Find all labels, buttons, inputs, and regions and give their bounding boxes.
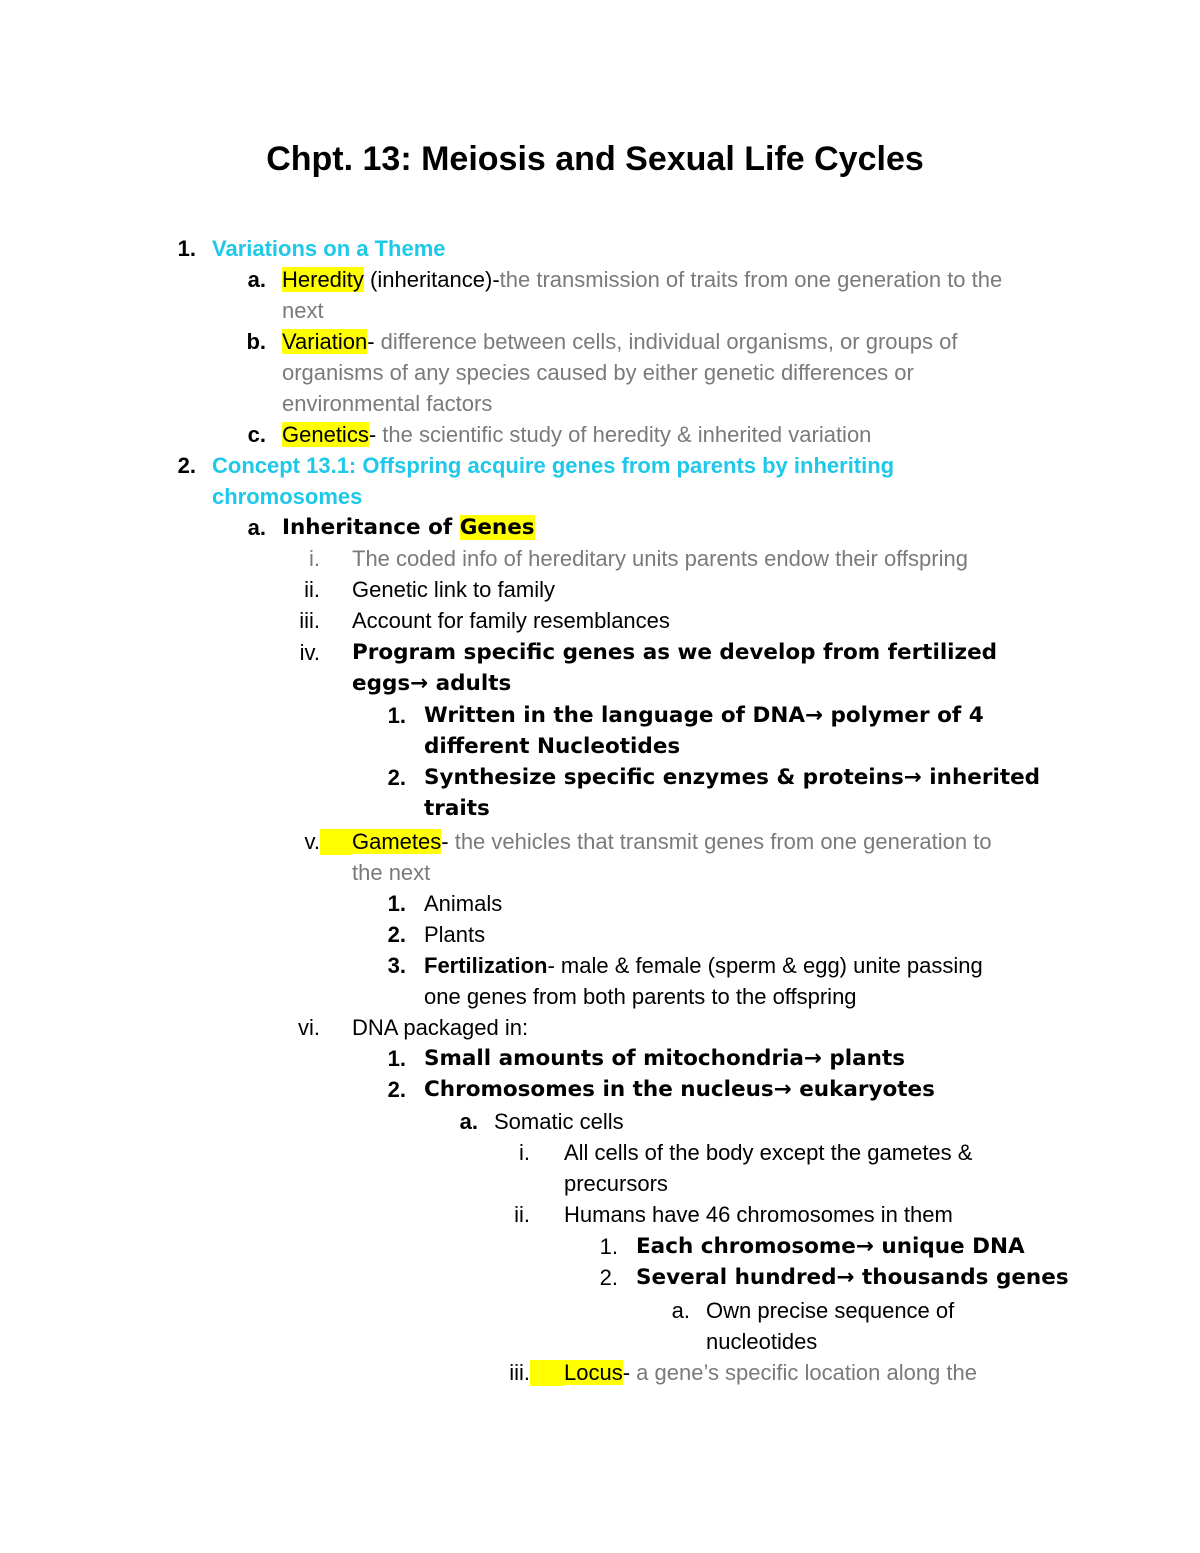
list-item-variation bbox=[0, 327, 1200, 359]
list-item-variation-cont bbox=[0, 389, 1200, 421]
definition-text: the transmission of traits from one generation to the bbox=[499, 267, 1003, 292]
item-text: Genetic link to family bbox=[352, 577, 555, 602]
item-text: Each chromosome→ unique DNA bbox=[636, 1234, 1025, 1259]
item-text: precursors bbox=[564, 1171, 668, 1196]
section-2-heading-line bbox=[0, 451, 1200, 483]
definition-text: the next bbox=[352, 860, 431, 885]
list-item-numbered-cont bbox=[0, 794, 1200, 826]
section-heading: Concept 13.1: Offspring acquire genes from parents by inheriting bbox=[212, 453, 895, 478]
item-text: Written in the language of DNA→ polymer of 4 bbox=[424, 703, 984, 728]
list-item-roman-v-cont bbox=[0, 858, 1200, 890]
item-text: traits bbox=[424, 796, 490, 821]
list-marker: 3. bbox=[387, 953, 406, 978]
highlight-gap bbox=[530, 1360, 564, 1386]
list-item-numbered-cont bbox=[0, 982, 1200, 1014]
term-locus: Locus bbox=[564, 1360, 623, 1385]
list-item-letter-cont bbox=[0, 1327, 1200, 1359]
list-item-roman-iv-cont bbox=[0, 669, 1200, 701]
list-item-roman-vi bbox=[0, 1013, 1200, 1045]
item-text: Program specific genes as we develop from fertilized bbox=[352, 640, 998, 665]
list-item-roman-ii bbox=[0, 575, 1200, 607]
list-item-numbered bbox=[0, 1044, 1200, 1076]
list-item-numbered bbox=[0, 951, 1200, 983]
item-text: Account for family resemblances bbox=[352, 608, 670, 633]
list-item-heredity bbox=[0, 265, 1200, 297]
list-marker: a. bbox=[459, 1109, 478, 1134]
list-marker: a. bbox=[247, 267, 266, 292]
list-marker: 2. bbox=[599, 1265, 618, 1290]
definition-text: one genes from both parents to the offspring bbox=[424, 984, 857, 1009]
list-item-numbered bbox=[0, 1263, 1200, 1295]
list-marker: 2. bbox=[387, 765, 406, 790]
list-marker: ii. bbox=[514, 1202, 530, 1227]
section-heading: Variations on a Theme bbox=[212, 236, 446, 261]
list-item-numbered bbox=[0, 763, 1200, 795]
item-text: Somatic cells bbox=[494, 1109, 624, 1134]
section-heading: chromosomes bbox=[212, 484, 363, 509]
list-item-roman bbox=[0, 1358, 1200, 1390]
list-marker: 1. bbox=[599, 1234, 618, 1259]
list-item-numbered bbox=[0, 1232, 1200, 1264]
list-item-variation-cont bbox=[0, 358, 1200, 390]
term-dash: - bbox=[622, 1360, 631, 1385]
list-marker: 1. bbox=[177, 236, 196, 261]
term-gametes: Gametes bbox=[352, 829, 442, 854]
list-item-roman-iv bbox=[0, 638, 1200, 670]
list-item-numbered bbox=[0, 920, 1200, 952]
item-text: Small amounts of mitochondria→ plants bbox=[424, 1046, 906, 1071]
term-dash: - bbox=[368, 422, 377, 447]
item-text: different Nucleotides bbox=[424, 734, 681, 759]
list-marker: 2. bbox=[177, 453, 196, 478]
list-marker: vi. bbox=[298, 1015, 320, 1040]
page-title: Chpt. 13: Meiosis and Sexual Life Cycles bbox=[266, 140, 924, 178]
list-item-roman-i bbox=[0, 544, 1200, 576]
definition-text: difference between cells, individual organisms, or groups of bbox=[374, 329, 958, 354]
section-1-heading-line bbox=[0, 234, 1200, 266]
list-item-roman-v bbox=[0, 827, 1200, 859]
definition-text: the scientific study of heredity & inherited variation bbox=[376, 422, 872, 447]
term-fertilization: Fertilization bbox=[424, 953, 548, 978]
term-dash: - bbox=[367, 329, 375, 354]
list-marker: 2. bbox=[387, 922, 406, 947]
list-item-heredity-cont bbox=[0, 296, 1200, 328]
term-note: (inheritance)- bbox=[363, 267, 500, 292]
list-marker: 1. bbox=[387, 703, 406, 728]
term-genes: Genes bbox=[459, 515, 535, 540]
list-marker: b. bbox=[246, 329, 266, 354]
list-item-numbered bbox=[0, 1075, 1200, 1107]
item-text: All cells of the body except the gametes & bbox=[564, 1140, 973, 1165]
list-marker: a. bbox=[247, 515, 266, 540]
list-item-roman-cont bbox=[0, 1169, 1200, 1201]
list-marker: i. bbox=[309, 546, 320, 571]
list-item-letter bbox=[0, 1296, 1200, 1328]
list-marker: v. bbox=[304, 829, 320, 854]
item-text: eggs→ adults bbox=[352, 671, 512, 696]
definition-text: a gene’s specific location along the bbox=[630, 1360, 977, 1385]
term-dash: - bbox=[441, 829, 449, 854]
list-item-numbered-cont bbox=[0, 732, 1200, 764]
list-marker: iii. bbox=[509, 1360, 530, 1385]
list-item-numbered bbox=[0, 889, 1200, 921]
item-text: Synthesize specific enzymes & proteins→ inherited bbox=[424, 765, 1041, 790]
item-text: Humans have 46 chromosomes in them bbox=[564, 1202, 953, 1227]
item-text: Animals bbox=[424, 891, 503, 916]
term-heredity: Heredity bbox=[282, 267, 364, 292]
list-marker: iv. bbox=[299, 640, 320, 665]
item-text: Plants bbox=[424, 922, 486, 947]
list-marker: 1. bbox=[387, 1046, 406, 1071]
item-text: Several hundred→ thousands genes bbox=[636, 1265, 1069, 1290]
highlight-gap bbox=[320, 829, 352, 855]
list-marker: i. bbox=[519, 1140, 530, 1165]
definition-text: the vehicles that transmit genes from one generation to bbox=[448, 829, 992, 854]
item-text: nucleotides bbox=[706, 1329, 818, 1354]
list-item-roman bbox=[0, 1138, 1200, 1170]
term-variation: Variation bbox=[282, 329, 368, 354]
subheading-text: Inheritance of bbox=[282, 515, 460, 540]
definition-text: organisms of any species caused by either genetic differences or bbox=[282, 360, 914, 385]
list-marker: 2. bbox=[387, 1077, 406, 1102]
definition-text: environmental factors bbox=[282, 391, 493, 416]
list-marker: ii. bbox=[304, 577, 320, 602]
list-item-roman-iii bbox=[0, 606, 1200, 638]
definition-text: - male & female (sperm & egg) unite passing bbox=[547, 953, 983, 978]
list-marker: a. bbox=[671, 1298, 690, 1323]
item-text: Chromosomes in the nucleus→ eukaryotes bbox=[424, 1077, 935, 1102]
item-text: The coded info of hereditary units parents endow their offspring bbox=[352, 546, 968, 571]
list-marker: 1. bbox=[387, 891, 406, 916]
list-item-genetics bbox=[0, 420, 1200, 452]
section-2-heading-cont bbox=[0, 482, 1200, 514]
list-marker: iii. bbox=[299, 608, 320, 633]
list-item-letter bbox=[0, 1107, 1200, 1139]
list-marker: c. bbox=[247, 422, 266, 447]
list-item-numbered bbox=[0, 701, 1200, 733]
definition-text: next bbox=[282, 298, 324, 323]
list-item-roman bbox=[0, 1200, 1200, 1232]
item-text: DNA packaged in: bbox=[352, 1015, 529, 1040]
subheading-inheritance bbox=[0, 513, 1200, 545]
term-genetics: Genetics bbox=[282, 422, 369, 447]
item-text: Own precise sequence of bbox=[706, 1298, 955, 1323]
